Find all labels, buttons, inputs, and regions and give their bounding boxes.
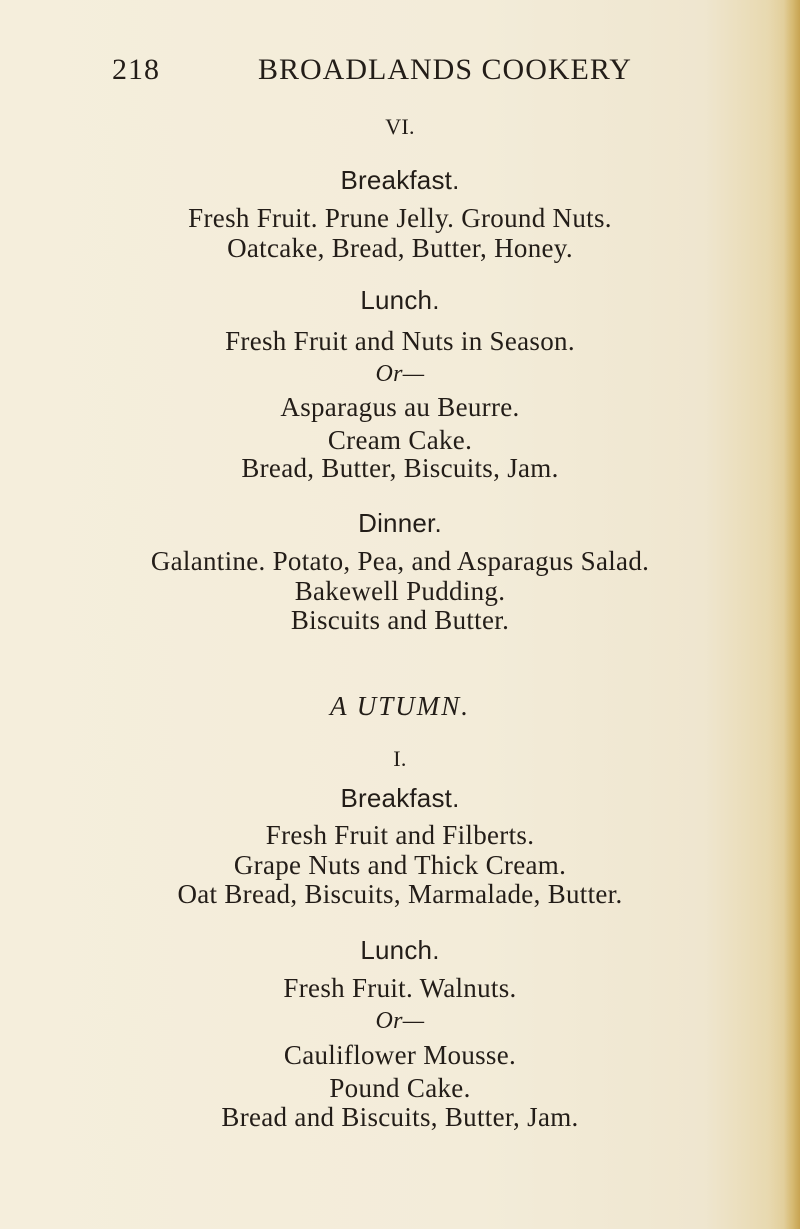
meal-heading-dinner: Dinner. <box>358 508 442 538</box>
page-number: 218 <box>112 53 160 86</box>
menu-line: Fresh Fruit and Filberts. <box>265 820 535 850</box>
menu-line: Grape Nuts and Thick Cream. <box>233 850 567 880</box>
meal-heading-breakfast: Breakfast. <box>340 165 460 195</box>
menu-line: Bread and Biscuits, Butter, Jam. <box>221 1102 579 1132</box>
menu-line: Biscuits and Butter. <box>290 605 510 635</box>
menu-line: Asparagus au Beurre. <box>280 392 520 422</box>
menu-line: Oat Bread, Biscuits, Marmalade, Butter. <box>177 879 623 909</box>
section-number: I. <box>393 746 407 771</box>
meal-heading-lunch: Lunch. <box>360 285 440 315</box>
alternative-label: Or— <box>375 361 425 387</box>
menu-line: Galantine. Potato, Pea, and Asparagus Salad. <box>150 546 650 576</box>
menu-line: Cauliflower Mousse. <box>283 1040 517 1070</box>
menu-line: Bakewell Pudding. <box>294 576 506 606</box>
menu-line: Oatcake, Bread, Butter, Honey. <box>227 233 573 263</box>
running-title: BROADLANDS COOKERY <box>258 53 632 86</box>
menu-line: Cream Cake. <box>327 425 473 455</box>
menu-line: Pound Cake. <box>329 1073 471 1103</box>
meal-heading-breakfast: Breakfast. <box>340 783 460 813</box>
section-number: VI. <box>385 114 415 139</box>
alternative-label: Or— <box>375 1008 425 1034</box>
menu-line: Bread, Butter, Biscuits, Jam. <box>241 453 559 483</box>
menu-line: Fresh Fruit. Walnuts. <box>283 973 517 1003</box>
season-title: A UTUMN. <box>329 691 471 721</box>
menu-line: Fresh Fruit and Nuts in Season. <box>225 326 575 356</box>
menu-line: Fresh Fruit. Prune Jelly. Ground Nuts. <box>188 203 612 233</box>
meal-heading-lunch: Lunch. <box>360 935 440 965</box>
